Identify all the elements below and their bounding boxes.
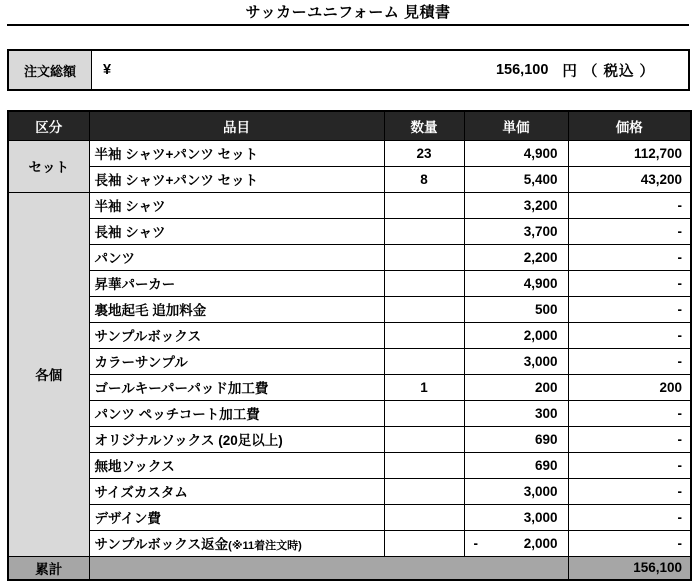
quantity-cell: 23 <box>384 140 464 166</box>
item-name: オリジナルソックス (20足以上) <box>94 433 283 448</box>
item-name: パンツ ペッチコート加工費 <box>94 407 260 422</box>
item-name: 無地ソックス <box>94 459 175 474</box>
price-cell: - <box>568 400 691 426</box>
table-header-row <box>8 111 691 140</box>
title-section <box>0 0 696 26</box>
price-cell: - <box>568 270 691 296</box>
estimate-table <box>7 110 692 581</box>
item-name: サイズカスタム <box>94 485 188 500</box>
item-name-cell <box>89 348 384 374</box>
item-name: 裏地起毛 追加料金 <box>94 303 207 318</box>
table-row <box>8 504 691 530</box>
table-row <box>8 374 691 400</box>
quantity-cell <box>384 530 464 556</box>
unit-price-value: 2,000 <box>523 535 558 551</box>
table-row <box>8 478 691 504</box>
item-name-cell <box>89 140 384 166</box>
item-name: 半袖 シャツ <box>94 199 166 214</box>
price-cell: - <box>568 192 691 218</box>
quantity-cell <box>384 504 464 530</box>
unit-price-cell: 4,900 <box>464 140 568 166</box>
item-name-cell <box>89 166 384 192</box>
unit-price-cell: 3,200 <box>464 192 568 218</box>
order-total-suffix: 円 （ 税込 ） <box>562 63 655 80</box>
item-name: ゴールキーパーパッド加工費 <box>94 381 269 396</box>
category-cell: 各個 <box>8 192 89 556</box>
total-row-empty-cell <box>89 556 568 580</box>
price-cell: - <box>568 478 691 504</box>
column-header-quantity: 数量 <box>384 111 464 140</box>
price-cell: - <box>568 296 691 322</box>
price-cell: - <box>568 348 691 374</box>
order-total-amount: 156,100 <box>495 62 549 78</box>
total-row-amount: 156,100 <box>568 556 691 580</box>
quantity-cell <box>384 322 464 348</box>
item-name: 長袖 シャツ+パンツ セット <box>94 173 259 188</box>
order-total-label: 注文総額 <box>9 51 92 89</box>
item-name: 長袖 シャツ <box>94 225 166 240</box>
item-name: サンプルボックス <box>94 329 202 344</box>
unit-price-cell: 200 <box>464 374 568 400</box>
price-cell: - <box>568 218 691 244</box>
unit-price-cell: 5,400 <box>464 166 568 192</box>
table-row <box>8 322 691 348</box>
minus-sign: - <box>473 535 478 551</box>
page-title: サッカーユニフォーム 見積書 <box>245 4 451 21</box>
total-row-label: 累計 <box>8 556 89 580</box>
price-cell: - <box>568 244 691 270</box>
category-cell: セット <box>8 140 89 192</box>
unit-price-cell: 4,900 <box>464 270 568 296</box>
unit-price-cell: 300 <box>464 400 568 426</box>
table-row <box>8 400 691 426</box>
item-name-cell <box>89 270 384 296</box>
title-divider <box>7 24 689 26</box>
item-name-cell <box>89 218 384 244</box>
item-name: パンツ <box>94 251 135 266</box>
item-name-cell <box>89 322 384 348</box>
price-cell: - <box>568 322 691 348</box>
quantity-cell <box>384 348 464 374</box>
column-header-category: 区分 <box>8 111 89 140</box>
quantity-cell <box>384 426 464 452</box>
price-cell: - <box>568 504 691 530</box>
unit-price-cell <box>464 530 568 556</box>
quantity-cell <box>384 296 464 322</box>
price-cell: 43,200 <box>568 166 691 192</box>
item-name-cell <box>89 426 384 452</box>
price-cell: - <box>568 452 691 478</box>
item-name: デザイン費 <box>94 511 162 526</box>
unit-price-cell: 2,200 <box>464 244 568 270</box>
table-row <box>8 452 691 478</box>
order-total-box <box>7 49 690 91</box>
unit-price-cell: 690 <box>464 452 568 478</box>
unit-price-cell: 3,000 <box>464 504 568 530</box>
quantity-cell <box>384 400 464 426</box>
unit-price-cell: 3,000 <box>464 478 568 504</box>
column-header-price: 価格 <box>568 111 691 140</box>
price-cell: - <box>568 530 691 556</box>
price-cell: 200 <box>568 374 691 400</box>
table-row <box>8 530 691 556</box>
column-header-item: 品目 <box>89 111 384 140</box>
table-row <box>8 166 691 192</box>
column-header-unit-price: 単価 <box>464 111 568 140</box>
table-row <box>8 218 691 244</box>
order-total-value <box>92 51 688 89</box>
quantity-cell <box>384 270 464 296</box>
table-row <box>8 140 691 166</box>
item-note: (※11着注文時) <box>228 540 302 552</box>
unit-price-cell: 2,000 <box>464 322 568 348</box>
table-row <box>8 348 691 374</box>
currency-symbol: ¥ <box>103 62 112 78</box>
price-cell: - <box>568 426 691 452</box>
item-name-cell <box>89 452 384 478</box>
item-name-cell <box>89 244 384 270</box>
unit-price-cell: 690 <box>464 426 568 452</box>
item-name-cell <box>89 296 384 322</box>
unit-price-cell: 3,700 <box>464 218 568 244</box>
table-row <box>8 192 691 218</box>
item-name-cell <box>89 192 384 218</box>
quantity-cell <box>384 244 464 270</box>
quantity-cell: 1 <box>384 374 464 400</box>
quantity-cell: 8 <box>384 166 464 192</box>
price-cell: 112,700 <box>568 140 691 166</box>
item-name: サンプルボックス返金 <box>94 537 229 552</box>
quantity-cell <box>384 192 464 218</box>
table-row <box>8 270 691 296</box>
table-row <box>8 296 691 322</box>
item-name-cell <box>89 478 384 504</box>
total-row <box>8 556 691 580</box>
item-name: 昇華パーカー <box>94 277 176 292</box>
quantity-cell <box>384 452 464 478</box>
unit-price-cell: 3,000 <box>464 348 568 374</box>
unit-price-cell: 500 <box>464 296 568 322</box>
quantity-cell <box>384 478 464 504</box>
item-name-cell <box>89 530 384 556</box>
item-name-cell <box>89 504 384 530</box>
item-name: カラーサンプル <box>94 355 188 370</box>
table-row <box>8 426 691 452</box>
quantity-cell <box>384 218 464 244</box>
table-row <box>8 244 691 270</box>
item-name-cell <box>89 400 384 426</box>
item-name-cell <box>89 374 384 400</box>
item-name: 半袖 シャツ+パンツ セット <box>94 147 259 162</box>
